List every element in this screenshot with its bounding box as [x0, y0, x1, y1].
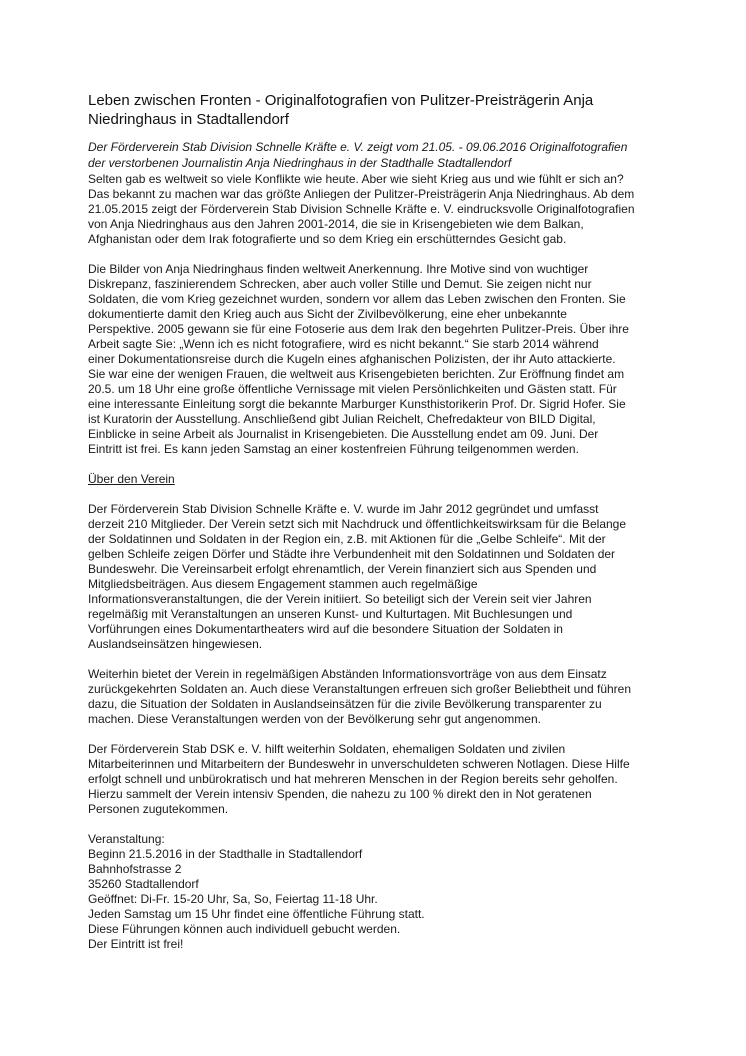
text-line: Jeden Samstag um 15 Uhr findet eine öffentliche Führung statt. [88, 907, 425, 921]
title-line: Leben zwischen Fronten - Originalfotografien von Pulitzer-Preisträgerin Anja [88, 92, 594, 109]
text-line: Arbeit sagte Sie: „Wenn ich es nicht fotografiere, wird es nicht bekannt.“ Sie starb 2014 während [88, 337, 599, 351]
text-line: Der Förderverein Stab Division Schnelle Kräfte e. V. wurde im Jahr 2012 gegründet und umfasst [88, 502, 599, 516]
paragraph [88, 742, 688, 817]
text-line: gelben Schleife zeigen Dörfer und Städte ihre Verbundenheit mit den Soldatinnen und Soldaten der [88, 547, 616, 561]
text-line: Weiterhin bietet der Verein in regelmäßigen Abständen Informationsvorträge von aus dem Einsatz [88, 667, 607, 681]
text-line: Perspektive. 2005 gewann sie für eine Fotoserie aus dem Irak den begehrten Pulitzer-Preis. Über ihre [88, 322, 629, 336]
event-info [88, 832, 688, 952]
text-line: Bundeswehr. Die Vereinsarbeit erfolgt ehrenamtlich, der Verein finanziert sich aus Spenden und [88, 562, 597, 576]
text-line: dazu, die Situation der Soldaten in Auslandseinsätzen für die zivile Bevölkerung transparenter zu [88, 697, 602, 711]
paragraph [88, 262, 688, 457]
text-line: Auslandseinsätzen hingewiesen. [88, 637, 263, 651]
text-line: von Anja Niedringhaus aus den Jahren 2001-2014, die sie in Krisengebieten wie dem Balkan, [88, 217, 584, 231]
text-line: Die Bilder von Anja Niedringhaus finden weltweit Anerkennung. Ihre Motive sind von wuchtiger [88, 262, 589, 276]
text-line: Das bekannt zu machen war das größte Anliegen der Pulitzer-Preisträgerin Anja Niedringhaus. Ab dem [88, 187, 635, 201]
text-line: Eintritt ist frei. Es kann jeden Samstag an einer kostenfreien Führung teilgenommen werden. [88, 442, 579, 456]
text-line: Diskrepanz, faszinierendem Schrecken, aber auch voller Stille und Demut. Sie zeigen nicht nur [88, 277, 592, 291]
text-line: Veranstaltung: [88, 832, 165, 846]
section-heading [88, 472, 688, 487]
text-line: Vorführungen eines Dokumentartheaters wird auf die besondere Situation der Soldaten in [88, 622, 563, 636]
text-line: Selten gab es weltweit so viele Konflikte wie heute. Aber wie sieht Krieg aus und wie fühlt er sich an? [88, 172, 624, 186]
text-line: 35260 Stadtallendorf [88, 877, 199, 891]
subtitle-line: der verstorbenen Journalistin Anja Niedringhaus in der Stadthalle Stadtallendorf [88, 156, 512, 170]
document-body [88, 172, 688, 967]
title-line: Niedringhaus in Stadtallendorf [88, 111, 289, 128]
subtitle [88, 139, 688, 171]
text-line: 20.5. um 18 Uhr eine große öffentliche Vernissage mit vielen Persönlichkeiten und Gästen statt. Für [88, 382, 617, 396]
text-line: dokumentierte damit den Krieg auch aus Sicht der Zivilbevölkerung, eine eher unbekannte [88, 307, 567, 321]
text-line: machen. Diese Veranstaltungen werden von der Bevölkerung sehr gut angenommen. [88, 712, 541, 726]
page-title [88, 91, 688, 129]
text-line: Afghanistan oder dem Irak fotografierte und so dem Krieg ein erschütterndes Gesicht gab. [88, 232, 567, 246]
text-line: Informationsveranstaltungen, die der Verein initiiert. So beteiligt sich der Verein seit vier Jahren [88, 592, 592, 606]
text-line: Der Förderverein Stab DSK e. V. hilft weiterhin Soldaten, ehemaligen Soldaten und zivilen [88, 742, 566, 756]
text-line: 21.05.2015 zeigt der Förderverein Stab Division Schnelle Kräfte e. V. eindrucksvolle Originalfotografien [88, 202, 635, 216]
text-line: ist Kuratorin der Ausstellung. Anschließend gibt Julian Reichelt, Chefredakteur von BILD Digital, [88, 412, 596, 426]
text-line: Diese Führungen können auch individuell gebucht werden. [88, 922, 401, 936]
text-line: Soldaten, die vom Krieg gezeichnet wurden, sondern vor allem das Leben zwischen den Fronten. Sie [88, 292, 626, 306]
paragraph [88, 502, 688, 652]
paragraph [88, 667, 688, 727]
text-line: einer Dokumentationsreise durch die Kugeln eines afghanischen Polizisten, der ihr Auto attackierte. [88, 352, 616, 366]
text-line: Geöffnet: Di-Fr. 15-20 Uhr, Sa, So, Feiertag 11-18 Uhr. [88, 892, 378, 906]
text-line: Mitarbeiterinnen und Mitarbeitern der Bundeswehr in unverschuldeten schweren Notlagen. Diese Hilfe [88, 757, 630, 771]
text-line: zurückgekehrten Soldaten an. Auch diese Veranstaltungen erfreuen sich großer Beliebtheit und führen [88, 682, 632, 696]
text-line: Beginn 21.5.2016 in der Stadthalle in Stadtallendorf [88, 847, 363, 861]
text-line: Bahnhofstrasse 2 [88, 862, 182, 876]
text-line: Über den Verein [88, 472, 175, 486]
text-line: Sie war eine der wenigen Frauen, die weltweit aus Krisengebieten berichten. Zur Eröffnung findet am [88, 367, 625, 381]
subtitle-line: Der Förderverein Stab Division Schnelle Kräfte e. V. zeigt vom 21.05. - 09.06.2016 Originalfotografien [88, 140, 628, 154]
text-line: eine interessante Einleitung sorgt die bekannte Marburger Kunsthistorikerin Prof. Dr. Sigrid Hofer. Sie [88, 397, 626, 411]
paragraph [88, 172, 688, 247]
text-line: Der Eintritt ist frei! [88, 937, 184, 951]
text-line: erfolgt schnell und unbürokratisch und hat mehreren Menschen in der Region bereits sehr geholfen. [88, 772, 618, 786]
text-line: Personen zugutekommen. [88, 802, 229, 816]
text-line: Mitgliedsbeiträgen. Aus diesem Engagement stammen auch regelmäßige [88, 577, 478, 591]
text-line: der Soldatinnen und Soldaten in der Region ein, z.B. mit Aktionen für die „Gelbe Schleife“. Mit der [88, 532, 606, 546]
text-line: Hierzu sammelt der Verein intensiv Spenden, die nahezu zu 100 % direkt den in Not geratenen [88, 787, 592, 801]
text-line: Einblicke in seine Arbeit als Journalist in Krisengebieten. Die Ausstellung endet am 09. Juni. Der [88, 427, 599, 441]
text-line: derzeit 210 Mitglieder. Der Verein setzt sich mit Nachdruck und öffentlichkeitswirksam für die Belange [88, 517, 627, 531]
text-line: regelmäßig mit Veranstaltungen an unseren Kunst- und Kulturtagen. Mit Buchlesungen und [88, 607, 573, 621]
